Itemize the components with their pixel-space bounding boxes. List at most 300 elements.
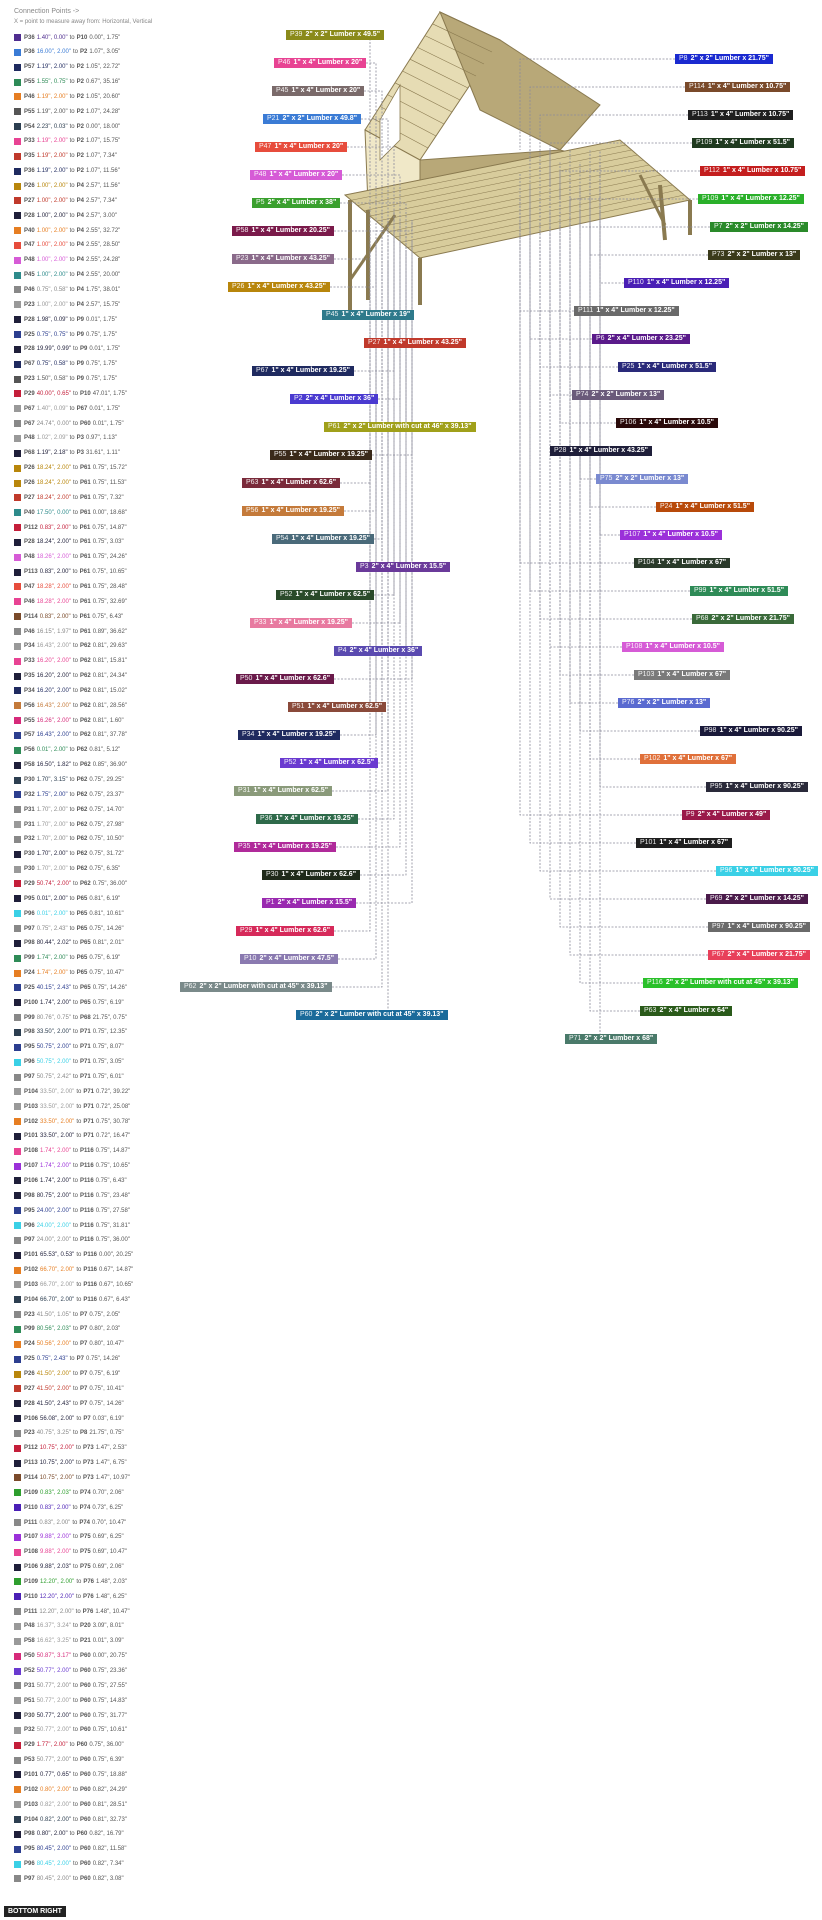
point-a-offset: 0.75", 0.75" [36, 331, 68, 338]
part-label-p55[interactable] [270, 450, 372, 460]
part-label-p21[interactable] [263, 114, 361, 124]
connector-word: to [76, 1088, 82, 1095]
point-b-id: P116 [83, 1267, 98, 1274]
point-b-id: P65 [76, 970, 88, 977]
point-a-offset: 16.43", 2.00" [36, 702, 71, 709]
point-b-id: P10 [80, 390, 91, 397]
part-label-p61[interactable] [324, 422, 476, 432]
part-label-p112[interactable] [700, 166, 805, 176]
point-b-id: P116 [80, 1207, 94, 1214]
point-a-id: P102 [24, 1267, 39, 1274]
connector-word: to [69, 257, 75, 264]
part-label-p109[interactable] [692, 138, 794, 148]
connector-word: to [69, 197, 75, 204]
part-label-p24[interactable] [656, 502, 754, 512]
point-b-offset: 0.75", 32.69" [92, 598, 127, 605]
point-b-offset: 0.69", 6.25" [92, 1534, 124, 1541]
point-b-id: P61 [80, 465, 91, 472]
part-description: 2" x 2" Lumber x 68" [584, 1035, 654, 1042]
part-id: P31 [238, 787, 251, 794]
part-description: 1" x 4" Lumber x 62.5" [299, 759, 375, 766]
part-label-p63[interactable] [242, 478, 340, 488]
part-description: 1" x 4" Lumber x 67" [657, 671, 727, 678]
point-b-id: P7 [80, 1311, 88, 1318]
connector-word: to [75, 1593, 81, 1600]
part-label-p109[interactable] [698, 194, 804, 204]
part-description: 1" x 4" Lumber x 67" [657, 559, 727, 566]
connector-word: to [72, 940, 78, 947]
point-b-id: P4 [76, 301, 84, 308]
connector-word: to [72, 1341, 78, 1348]
connector-word: to [72, 999, 78, 1006]
point-b-id: P7 [80, 1400, 88, 1407]
part-label-p31[interactable] [234, 786, 332, 796]
connector-word: to [72, 1014, 78, 1021]
part-id: P112 [704, 167, 720, 174]
point-a-offset: 1.77", 2.00" [36, 1742, 68, 1749]
point-a-id: P67 [24, 361, 35, 368]
point-b-offset: 0.01", 1.75" [89, 346, 121, 353]
point-a-offset: 17.50", 0.00" [36, 509, 71, 516]
point-a-id: P111 [24, 1519, 38, 1526]
part-label-p47[interactable] [255, 142, 347, 152]
point-b-offset: 0.75", 7.32" [92, 494, 124, 501]
point-a-id: P58 [24, 762, 35, 769]
part-label-p29[interactable] [236, 926, 334, 936]
part-label-p50[interactable] [236, 674, 334, 684]
point-a-id: P27 [24, 494, 35, 501]
part-label-p1[interactable] [262, 898, 356, 908]
point-a-offset: 16.20", 2.00" [36, 687, 71, 694]
part-label-p71[interactable] [565, 1034, 657, 1044]
connector-word: to [72, 1534, 78, 1541]
part-label-p30[interactable] [262, 870, 360, 880]
part-description: 1" x 4" Lumber x 20" [269, 171, 339, 178]
part-label-p35[interactable] [234, 842, 336, 852]
point-b-id: P61 [79, 524, 91, 531]
part-label-p34[interactable] [238, 730, 340, 740]
part-label-p107[interactable] [620, 530, 722, 540]
part-label-p75[interactable] [596, 474, 688, 484]
point-a-offset: 50.77", 2.00" [36, 1697, 71, 1704]
part-label-p113[interactable] [688, 110, 793, 120]
point-b-id: P2 [76, 168, 84, 175]
part-label-p101[interactable] [636, 838, 732, 848]
part-label-p36[interactable] [256, 814, 358, 824]
part-label-p54[interactable] [272, 534, 374, 544]
connector-word: to [72, 1504, 78, 1511]
part-label-p45[interactable] [322, 310, 414, 320]
point-b-offset: 0.75", 31.77" [92, 1712, 127, 1719]
part-id: P73 [712, 251, 725, 258]
point-b-offset: 0.00", 1.75" [89, 34, 121, 41]
part-description: 2" x 2" Lumber x 14.25" [725, 895, 804, 902]
point-a-offset: 1.74", 2.00" [40, 1148, 71, 1155]
point-a-offset: 41.50", 2.00" [36, 1385, 71, 1392]
part-label-p2[interactable] [290, 394, 378, 404]
part-id: P108 [626, 643, 643, 650]
point-a-offset: 65.53", 0.53" [40, 1252, 75, 1259]
connector-word: to [72, 1653, 78, 1660]
part-label-p95[interactable] [706, 782, 808, 792]
connector-word: to [72, 494, 78, 501]
part-label-p103[interactable] [634, 670, 730, 680]
part-label-p56[interactable] [242, 506, 344, 516]
point-b-offset: 0.82", 3.08" [92, 1875, 124, 1882]
connector-word: to [69, 93, 75, 100]
point-a-offset: 41.50", 2.00" [36, 1371, 71, 1377]
part-label-p63[interactable] [640, 1006, 732, 1016]
point-a-id: P98 [24, 1029, 35, 1036]
part-id: P61 [328, 423, 341, 430]
point-a-id: P67 [24, 420, 35, 427]
point-b-id: P71 [80, 1044, 91, 1051]
part-label-p106[interactable] [616, 418, 718, 428]
point-b-offset: 1.05", 22.72" [86, 64, 121, 71]
point-b-offset: 0.75", 8.07" [92, 1044, 124, 1051]
part-description: 1" x 4" Lumber x 62.6" [255, 675, 331, 682]
point-b-id: P61 [80, 598, 91, 605]
point-a-offset: 12.20", 2.00" [39, 1593, 74, 1600]
point-b-offset: 0.72", 25.08" [96, 1103, 131, 1110]
point-a-offset: 16.62", 3.25" [36, 1638, 71, 1645]
point-b-id: P61 [80, 583, 91, 590]
point-b-offset: 0.75", 3.05" [92, 1059, 124, 1066]
point-a-offset: 56.08", 2.00" [40, 1415, 75, 1422]
point-b-offset: 0.81", 6.19" [89, 895, 121, 902]
connector-word: to [72, 569, 78, 576]
point-a-offset: 19.99", 0.99" [36, 346, 71, 353]
point-b-offset: 0.75", 6.39" [92, 1757, 124, 1764]
point-b-id: P75 [79, 1564, 91, 1571]
part-label-p27[interactable] [364, 338, 466, 348]
point-a-id: P108 [24, 1549, 39, 1556]
point-a-offset: 9.88", 2.00" [40, 1534, 71, 1541]
part-description: 2" x 2" Lumber x 13" [637, 699, 707, 706]
point-b-offset: 2.55", 32.72" [86, 227, 121, 234]
part-label-p104[interactable] [634, 558, 730, 568]
point-b-offset: 0.75", 6.01" [92, 1074, 124, 1080]
point-b-id: P9 [76, 331, 84, 338]
part-label-p76[interactable] [618, 698, 710, 708]
point-a-offset: 80.75", 2.00" [36, 1192, 71, 1199]
part-description: 2" x 2" Lumber with cut at 45" x 39.13" [315, 1011, 444, 1018]
point-b-id: P8 [80, 1430, 88, 1437]
part-label-p46[interactable] [274, 58, 366, 68]
part-label-p4[interactable] [334, 646, 422, 656]
part-label-p28[interactable] [550, 446, 652, 456]
connector-word: to [72, 762, 78, 769]
part-id: P60 [300, 1011, 313, 1018]
point-b-id: P9 [80, 346, 88, 353]
connector-word: to [69, 955, 75, 962]
part-id: P45 [326, 311, 339, 318]
point-a-offset: 24.00", 2.00" [36, 1207, 71, 1214]
part-label-p99[interactable] [690, 586, 788, 596]
connector-word: to [69, 316, 75, 323]
part-description: 1" x 4" Lumber x 19.25" [253, 843, 332, 850]
connector-word: to [69, 376, 75, 383]
point-a-offset: 50.74", 2.00" [36, 880, 71, 887]
point-a-offset: 9.88", 2.00" [40, 1549, 71, 1556]
part-label-p58[interactable] [232, 226, 334, 236]
point-a-id: P46 [24, 628, 35, 635]
part-description: 1" x 4" Lumber x 12.25" [646, 279, 726, 286]
connector-word: to [72, 1044, 78, 1051]
point-b-id: P116 [79, 1177, 94, 1184]
part-label-p68[interactable] [692, 614, 794, 624]
connector-word: to [69, 821, 75, 828]
point-a-offset: 0.83", 2.03" [40, 1489, 71, 1496]
part-description: 1" x 4" Lumber x 10.5" [639, 419, 714, 426]
connector-word: to [72, 732, 78, 739]
connector-word: to [72, 1846, 78, 1853]
point-a-id: P26 [24, 465, 35, 472]
point-b-id: P116 [80, 1222, 94, 1229]
part-label-p96[interactable] [716, 866, 818, 876]
point-a-id: P113 [24, 1460, 38, 1467]
connector-word: to [72, 1237, 78, 1244]
point-a-offset: 1.00", 2.00" [36, 257, 68, 264]
point-b-offset: 0.75", 36.00" [92, 880, 127, 887]
point-a-offset: 41.50", 2.43" [36, 1400, 71, 1407]
connector-word: to [72, 673, 78, 680]
point-b-id: P2 [76, 138, 84, 145]
part-id: P30 [266, 871, 279, 878]
part-label-p45[interactable] [272, 86, 364, 96]
connector-word: to [72, 1861, 78, 1868]
point-b-id: P7 [76, 1356, 84, 1363]
part-label-p67[interactable] [252, 366, 354, 376]
point-b-offset: 0.75", 23.36" [92, 1668, 127, 1674]
point-a-offset: 1.00", 2.00" [36, 227, 68, 234]
connector-word: to [72, 465, 78, 472]
point-b-offset: 0.75", 6.35" [89, 866, 121, 873]
point-b-offset: 0.75", 14.87" [95, 1148, 130, 1155]
part-label-p23[interactable] [232, 254, 334, 264]
point-a-id: P46 [24, 286, 35, 293]
connector-word: to [72, 554, 78, 561]
point-b-offset: 1.05", 20.60" [86, 93, 121, 100]
point-b-offset: 0.00", 20.25" [99, 1252, 134, 1259]
part-label-p48[interactable] [250, 170, 342, 180]
part-description: 2" x 2" Lumber with cut at 45" x 39.13" [199, 983, 328, 990]
point-a-id: P48 [24, 435, 35, 442]
connector-word: to [69, 212, 75, 219]
point-b-offset: 0.75", 24.26" [92, 554, 127, 561]
point-b-id: P68 [80, 1014, 91, 1021]
part-label-p10[interactable] [240, 954, 338, 964]
point-a-offset: 1.74", 2.00" [40, 1163, 71, 1170]
point-a-offset: 1.74", 2.00" [36, 955, 68, 962]
part-id: P33 [254, 619, 267, 626]
point-a-offset: 0.75", 2.43" [36, 925, 68, 932]
point-b-id: P9 [76, 376, 84, 383]
connector-word: to [72, 1564, 78, 1571]
point-b-offset: 0.81", 10.61" [89, 910, 124, 917]
point-b-offset: 2.57", 3.00" [86, 212, 117, 219]
point-b-offset: 1.48", 2.03" [96, 1578, 127, 1585]
point-a-offset: 1.70", 2.00" [36, 866, 68, 873]
point-a-offset: 24.00", 2.00" [36, 1222, 71, 1229]
point-a-offset: 40.15", 2.43" [36, 984, 71, 991]
point-a-id: P103 [24, 1801, 39, 1808]
part-label-p102[interactable] [640, 754, 736, 764]
point-b-offset: 0.01", 1.75" [92, 420, 124, 427]
point-a-id: P32 [24, 791, 35, 798]
part-label-p52[interactable] [276, 590, 374, 600]
connector-word: to [76, 1252, 82, 1259]
point-b-id: P21 [80, 1638, 91, 1645]
connector-word: to [72, 1489, 78, 1496]
point-b-id: P2 [76, 108, 84, 115]
point-b-id: P10 [76, 34, 88, 41]
point-b-id: P116 [79, 1148, 94, 1155]
point-b-offset: 0.75", 31.72" [89, 851, 124, 858]
connector-word: to [69, 747, 75, 754]
part-label-p51[interactable] [288, 702, 386, 712]
part-label-p6[interactable] [592, 334, 690, 344]
part-description: 1" x 4" Lumber x 62.6" [255, 927, 331, 934]
part-label-p67[interactable] [708, 950, 810, 960]
point-a-id: P23 [24, 376, 35, 383]
part-label-p25[interactable] [618, 362, 716, 372]
point-a-offset: 50.87", 3.17" [36, 1653, 71, 1660]
point-a-id: P110 [24, 1593, 38, 1600]
part-label-p73[interactable] [708, 250, 800, 260]
part-label-p33[interactable] [250, 618, 352, 628]
connector-word: to [72, 1207, 78, 1214]
point-b-id: P60 [80, 1875, 91, 1882]
point-b-id: P2 [76, 153, 84, 160]
part-label-p97[interactable] [708, 922, 810, 932]
point-b-offset: 0.00", 18.68" [92, 509, 127, 516]
point-b-offset: 2.55", 24.28" [86, 257, 121, 264]
leader-line [374, 210, 382, 539]
part-label-p116[interactable] [643, 978, 798, 988]
part-description: 2" x 4" Lumber x 15.5" [277, 899, 353, 906]
part-id: P113 [692, 111, 708, 118]
point-b-offset: 0.75", 6.19" [92, 999, 124, 1006]
part-id: P51 [292, 703, 305, 710]
point-a-offset: 50.77", 2.00" [36, 1757, 71, 1764]
part-label-p26[interactable] [228, 282, 330, 292]
part-label-p5[interactable] [252, 198, 340, 208]
point-a-offset: 33.50", 2.00" [40, 1118, 75, 1125]
point-a-offset: 1.00", 2.00" [36, 242, 68, 249]
point-a-id: P36 [24, 168, 35, 175]
connector-word: to [75, 1460, 81, 1467]
part-label-p62[interactable] [180, 982, 332, 992]
point-a-id: P30 [24, 1712, 35, 1719]
point-b-offset: 0.75", 10.50" [89, 836, 124, 843]
point-b-offset: 0.75", 1.75" [86, 331, 117, 338]
connector-word: to [72, 524, 78, 531]
point-b-id: P62 [76, 806, 88, 813]
part-label-p108[interactable] [622, 642, 724, 652]
part-label-p111[interactable] [574, 306, 679, 316]
point-b-id: P71 [80, 1059, 91, 1066]
point-b-id: P62 [80, 673, 91, 680]
point-b-id: P62 [76, 791, 88, 798]
part-id: P3 [360, 563, 369, 570]
part-label-p7[interactable] [710, 222, 808, 232]
point-a-offset: 1.00", 2.00" [36, 197, 68, 204]
point-a-id: P55 [24, 717, 35, 724]
connector-word: to [72, 1638, 78, 1645]
point-a-id: P25 [24, 984, 35, 991]
point-a-id: P99 [24, 1014, 35, 1021]
part-label-p69[interactable] [706, 894, 808, 904]
leader-line [388, 260, 448, 1015]
part-label-p8[interactable] [675, 54, 773, 64]
connector-word: to [69, 836, 75, 843]
point-a-offset: 1.74", 2.00" [40, 999, 71, 1006]
point-a-offset: 1.98", 0.09" [36, 316, 68, 323]
part-id: P69 [710, 895, 723, 902]
point-a-offset: 9.88", 2.03" [40, 1564, 71, 1571]
part-id: P63 [644, 1007, 657, 1014]
part-label-p39[interactable] [286, 30, 384, 40]
bottom-right-button[interactable]: BOTTOM RIGHT [4, 1906, 66, 1917]
connector-word: to [72, 1712, 78, 1719]
point-b-offset: 0.97", 1.13" [86, 435, 117, 442]
point-a-id: P100 [24, 999, 39, 1006]
point-a-id: P29 [24, 390, 35, 397]
part-label-p9[interactable] [682, 810, 770, 820]
point-b-id: P60 [76, 1742, 88, 1749]
part-id: P52 [284, 759, 297, 766]
point-b-offset: 0.69", 2.06" [92, 1564, 124, 1571]
point-b-offset: 0.67", 35.16" [86, 79, 121, 86]
part-label-p52[interactable] [280, 758, 378, 768]
point-a-id: P55 [24, 108, 35, 115]
point-a-offset: 50.56", 2.00" [36, 1341, 71, 1348]
part-label-p98[interactable] [700, 726, 802, 736]
connector-word: to [72, 1771, 78, 1778]
point-b-offset: 0.75", 28.48" [92, 583, 127, 590]
part-label-p3[interactable] [356, 562, 450, 572]
point-a-offset: 16.43", 2.00" [36, 643, 71, 650]
point-b-offset: 0.85", 36.90" [92, 762, 127, 769]
point-b-offset: 0.67", 10.65" [99, 1281, 134, 1288]
point-b-id: P61 [79, 613, 91, 620]
point-a-id: P47 [24, 583, 35, 590]
connector-word: to [72, 420, 78, 427]
point-a-offset: 66.70", 2.00" [40, 1267, 75, 1274]
point-a-id: P102 [24, 1118, 39, 1125]
connector-word: to [76, 1103, 82, 1110]
point-b-id: P62 [80, 880, 91, 887]
part-description: 1" x 4" Lumber x 62.5" [307, 703, 383, 710]
point-a-id: P97 [24, 1237, 35, 1244]
connector-word: to [72, 390, 78, 397]
part-label-p110[interactable] [624, 278, 729, 288]
part-id: P1 [266, 899, 275, 906]
part-label-p60[interactable] [296, 1010, 448, 1020]
point-b-id: P60 [80, 1757, 91, 1764]
point-a-offset: 80.76", 0.75" [36, 1014, 71, 1021]
connector-word: to [69, 138, 75, 145]
part-label-p114[interactable] [685, 82, 790, 92]
part-label-p74[interactable] [572, 390, 664, 400]
part-id: P56 [246, 507, 259, 514]
part-description: 1" x 4" Lumber x 62.5" [253, 787, 329, 794]
point-a-offset: 1.70", 3.15" [36, 777, 68, 783]
point-a-offset: 0.77", 0.65" [40, 1771, 71, 1778]
point-a-offset: 0.01", 2.00" [36, 910, 68, 917]
point-a-id: P113 [24, 569, 38, 576]
